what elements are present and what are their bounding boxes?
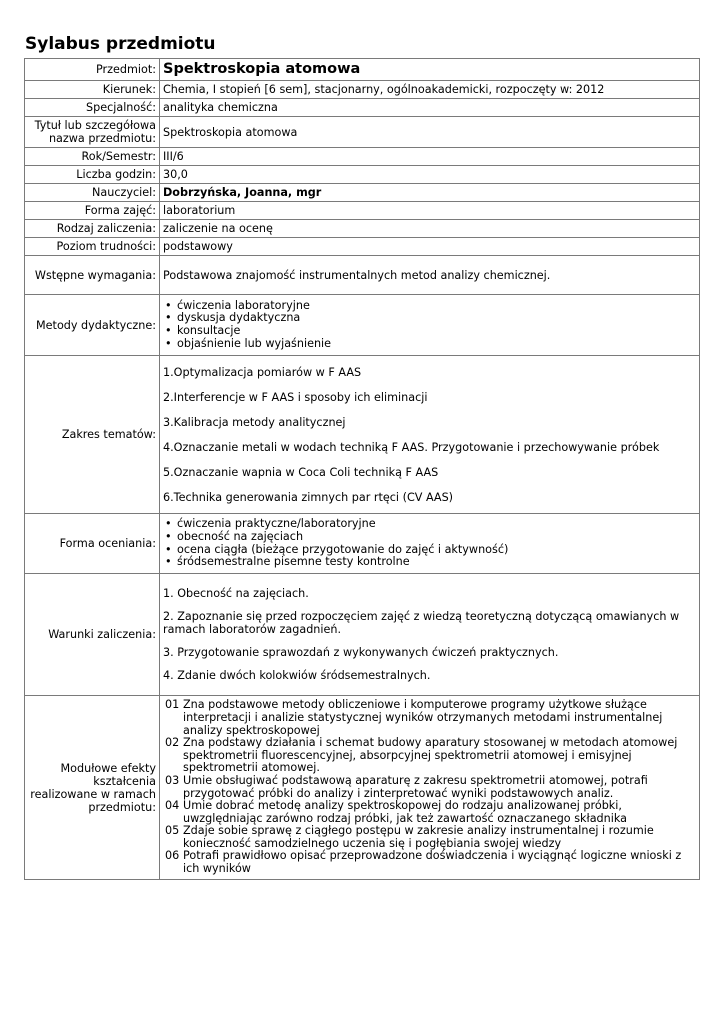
effect-text: Umie dobrać metodę analizy spektroskopowej do rodzaju analizowanej próbki, uwzględniając zarówno rodzaj próbki, jak też zawartość oznaczanego składnika [183,799,627,825]
row-trudnosc [25,238,700,256]
row-tytul [25,117,700,148]
list-item [163,699,696,737]
effect-number: 05 [165,824,180,838]
list-item [163,800,696,825]
value-przedmiot: Spektroskopia atomowa [160,59,700,81]
syllabus-table [24,58,700,880]
row-wymagania [25,256,700,295]
list-item [163,775,696,800]
label-godziny: Liczba godzin: [25,166,160,184]
value-specjalnosc: analityka chemiczna [160,99,700,117]
list-item [163,850,696,875]
value-tematy [160,356,700,514]
list-item: • śródsemestralne pisemne testy kontrolne [165,556,696,569]
list-item: • konsultacje [165,325,696,338]
condition-item: 3. Przygotowanie sprawozdań z wykonywanych ćwiczeń praktycznych. [163,646,559,659]
value-tytul: Spektroskopia atomowa [160,117,700,148]
label-trudnosc: Poziom trudności: [25,238,160,256]
condition-item: 1. Obecność na zajęciach. [163,587,309,600]
row-przedmiot [25,59,700,81]
efekty-list [163,699,696,875]
value-wymagania: Podstawowa znajomość instrumentalnych metod analizy chemicznej. [160,256,700,295]
label-ocenianie: Forma oceniania: [25,514,160,574]
label-tematy: Zakres tematów: [25,356,160,514]
list-item: • obecność na zajęciach [165,531,696,544]
list-item: • objaśnienie lub wyjaśnienie [165,338,696,351]
effect-text: Umie obsługiwać podstawową aparaturę z zakresu spektrometrii atomowej, potrafi przygotować próbki do analizy i zinterpretować wyniki podstawowych analiz. [183,773,648,800]
list-item: • ocena ciągła (bieżące przygotowanie do zajęć i aktywność) [165,544,696,557]
effect-text: Potrafi prawidłowo opisać przeprowadzone doświadczenia i wyciągnąć logiczne wnioski z ich wyników [183,849,682,876]
value-kierunek: Chemia, I stopień [6 sem], stacjonarny, ogólnoakademicki, rozpoczęty w: 2012 [160,81,700,99]
topic-item: 4.Oznaczanie metali w wodach techniką F AAS. Przygotowanie i przechowywanie próbek [163,440,660,454]
label-przedmiot: Przedmiot: [25,59,160,81]
row-tematy [25,356,700,514]
list-item [163,737,696,775]
topic-item: 1.Optymalizacja pomiarów w F AAS [163,365,362,379]
label-kierunek: Kierunek: [25,81,160,99]
topic-item: 6.Technika generowania zimnych par rtęci (CV AAS) [163,490,454,504]
row-nauczyciel [25,184,700,202]
metody-list [163,300,696,350]
row-rok [25,148,700,166]
value-trudnosc: podstawowy [160,238,700,256]
value-warunki [160,574,700,696]
ocenianie-list [163,518,696,568]
value-ocenianie [160,514,700,574]
value-metody [160,295,700,356]
row-ocenianie [25,514,700,574]
value-rok: III/6 [160,148,700,166]
row-godziny [25,166,700,184]
condition-item: 2. Zapoznanie się przed rozpoczęciem zajęć z wiedzą teoretyczną dotyczącą omawianych w ramach laboratorów zagadnień. [163,610,680,636]
topic-item: 5.Oznaczanie wapnia w Coca Coli techniką F AAS [163,465,439,479]
label-specjalnosc: Specjalność: [25,99,160,117]
list-item [163,825,696,850]
effect-text: Zna podstawowe metody obliczeniowe i komputerowe programy użytkowe służące interpretacji i analizie statystycznej wyników otrzymanych metodami instrumentalnej analizy spektroskopowej [183,698,663,737]
row-zaliczenie [25,220,700,238]
row-efekty [25,696,700,880]
effect-text: Zdaje sobie sprawę z ciągłego postępu w zakresie analizy instrumentalnej i rozumie konieczność samodzielnego uczenia się i pogłębiania swojej wiedzy [183,824,654,850]
label-forma-zajec: Forma zajęć: [25,202,160,220]
topic-item: 3.Kalibracja metody analitycznej [163,415,346,429]
effect-number: 06 [165,849,180,863]
row-forma-zajec [25,202,700,220]
page-title: Sylabus przedmiotu [25,34,216,54]
list-item: • ćwiczenia laboratoryjne [165,300,696,313]
value-nauczyciel: Dobrzyńska, Joanna, mgr [160,184,700,202]
effect-number: 04 [165,799,180,813]
effect-number: 03 [165,773,180,787]
list-item: • ćwiczenia praktyczne/laboratoryjne [165,518,696,531]
effect-number: 02 [165,736,180,750]
label-metody: Metody dydaktyczne: [25,295,160,356]
value-forma-zajec: laboratorium [160,202,700,220]
row-metody [25,295,700,356]
topic-item: 2.Interferencje w F AAS i sposoby ich eliminacji [163,390,428,404]
row-warunki [25,574,700,696]
label-nauczyciel: Nauczyciel: [25,184,160,202]
effect-text: Zna podstawy działania i schemat budowy aparatury stosowanej w metodach atomowej spektrometrii fluorescencyjnej, absorpcyjnej spektrometrii atomowej i emisyjnej spektrometrii atomowej. [183,736,678,775]
label-zaliczenie: Rodzaj zaliczenia: [25,220,160,238]
effect-number: 01 [165,698,180,712]
label-wymagania: Wstępne wymagania: [25,256,160,295]
condition-item: 4. Zdanie dwóch kolokwiów śródsemestralnych. [163,669,431,682]
label-tytul: Tytuł lub szczegółowa nazwa przedmiotu: [25,117,160,148]
row-kierunek [25,81,700,99]
label-rok: Rok/Semestr: [25,148,160,166]
value-efekty [160,696,700,880]
row-specjalnosc [25,99,700,117]
label-efekty: Modułowe efekty kształcenia realizowane w ramach przedmiotu: [25,696,160,880]
value-godziny: 30,0 [160,166,700,184]
value-zaliczenie: zaliczenie na ocenę [160,220,700,238]
list-item: • dyskusja dydaktyczna [165,312,696,325]
label-warunki: Warunki zaliczenia: [25,574,160,696]
